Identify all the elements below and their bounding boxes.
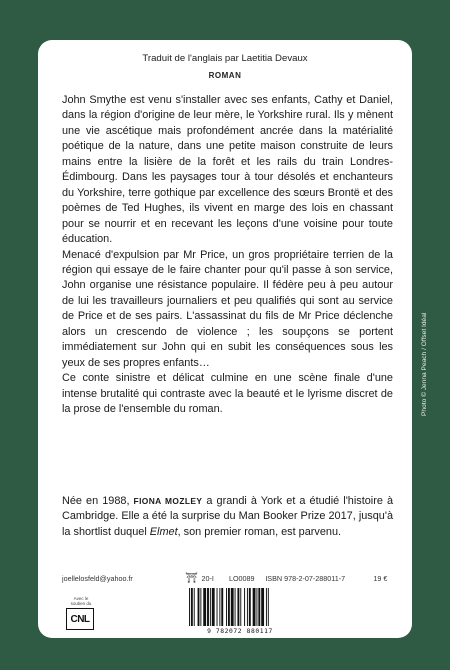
catalog-code: 20-I bbox=[201, 574, 214, 583]
barcode-bar bbox=[249, 588, 251, 626]
barcode-digits: 9 782072 880117 bbox=[207, 628, 273, 635]
barcode-bar bbox=[247, 588, 248, 626]
barcode-bar bbox=[191, 588, 193, 626]
barcode-bar bbox=[244, 588, 245, 626]
book-title: Elmet bbox=[149, 525, 178, 538]
author-name: FIONA MOZLEY bbox=[133, 496, 203, 506]
barcode-bar bbox=[235, 588, 236, 626]
barcode-bar bbox=[240, 588, 241, 626]
publisher-email[interactable]: joellelosfeld@yahoo.fr bbox=[62, 574, 133, 583]
publisher-info bbox=[62, 573, 393, 584]
back-cover-panel bbox=[38, 40, 412, 638]
barcode-bar bbox=[261, 588, 264, 626]
barcode-bar bbox=[203, 588, 206, 626]
barcode-bar bbox=[266, 588, 267, 626]
barcode-bar bbox=[226, 588, 227, 626]
barcode-bar bbox=[253, 588, 256, 626]
barcode-bar bbox=[217, 588, 218, 626]
translator-credit: Traduit de l'anglais par Laetitia Devaux bbox=[142, 53, 308, 64]
barcode-bar bbox=[198, 588, 200, 626]
isbn: ISBN 978-2-07-288011-7 bbox=[265, 574, 346, 583]
barcode bbox=[185, 588, 295, 634]
barcode-bar bbox=[210, 588, 211, 626]
bio-prefix: Née en 1988, bbox=[62, 495, 134, 507]
price: 19 € bbox=[373, 574, 388, 583]
barcode-bar bbox=[268, 588, 269, 626]
barcode-bar bbox=[189, 588, 190, 626]
author-bio bbox=[62, 494, 393, 540]
bio-suffix: , son premier roman, est parvenu. bbox=[177, 525, 342, 538]
summary bbox=[62, 93, 393, 418]
header bbox=[38, 52, 412, 83]
summary-paragraph: Ce conte sinistre et délicat culmine en une scène finale d'une intense brutalité qui contraste avec la beauté et le lyrisme discret de la prose de l'ensemble du roman. bbox=[62, 372, 393, 416]
summary-paragraph: John Smythe est venu s'installer avec ses enfants, Cathy et Daniel, dans la région d'origine de leur mère, le Yorkshire rural. Ils y mènent une vie ascétique mais profondément ancrée dans la matérialité poétique de la nature, dans une petite maison construite de leurs mains entre la lisière de la forêt et les rails du train Londres-Édimbourg. Dans les paysages tour à tour désolés et enchanteurs du Yorkshire, terre gothique par excellence des sœurs Brontë et des poèmes de Ted Hughes, ils vivent en marge des lois en chassant pour se nourrir et en recevant les leçons d'une voisine pour toute éducation. bbox=[62, 94, 393, 246]
barcode-bar bbox=[258, 588, 260, 626]
barcode-bar bbox=[231, 588, 234, 626]
cnl-logo bbox=[66, 596, 96, 630]
genre-label: ROMAN bbox=[208, 71, 242, 80]
barcode-bars bbox=[185, 588, 295, 628]
cnl-mark: CNL bbox=[66, 608, 94, 630]
photo-credit: Photo © Jenna Peach / Offset Idéal bbox=[421, 312, 428, 416]
summary-paragraph: Menacé d'expulsion par Mr Price, un gros propriétaire terrien de la région qui essaye de le faire chanter pour qu'il passe à son service, John organise une résistance populaire. Il fédère peu à peu autour de lui les travailleurs journaliers et peu qualifiés qui sont au service de Price et de ses pairs. L'assassinat du fils de Mr Price déclenche alors un crescendo de violence ; les soupçons se portent immédiatement sur John qui en subit les conséquences sous les yeux de ses propres enfants… bbox=[62, 248, 393, 369]
barcode-bar bbox=[221, 588, 223, 626]
barcode-bar bbox=[228, 588, 230, 626]
barcode-bar bbox=[237, 588, 239, 626]
bio-middle: a grandi à York et a étudié l'histoire à Cambridge. Elle a été la surprise du Man Booker Prize 2017, jusqu'à la shortlist duquel bbox=[62, 495, 393, 538]
barcode-bar bbox=[212, 588, 215, 626]
barcode-bar bbox=[194, 588, 195, 626]
cnl-caption: Avec le soutien du bbox=[70, 596, 92, 606]
barcode-bar bbox=[219, 588, 220, 626]
barcode-bar bbox=[200, 588, 201, 626]
barcode-bar bbox=[256, 588, 257, 626]
series-code: LO0089 bbox=[228, 574, 255, 583]
barcode-bar bbox=[207, 588, 209, 626]
publisher-logo-icon: ⛩ bbox=[185, 573, 198, 584]
